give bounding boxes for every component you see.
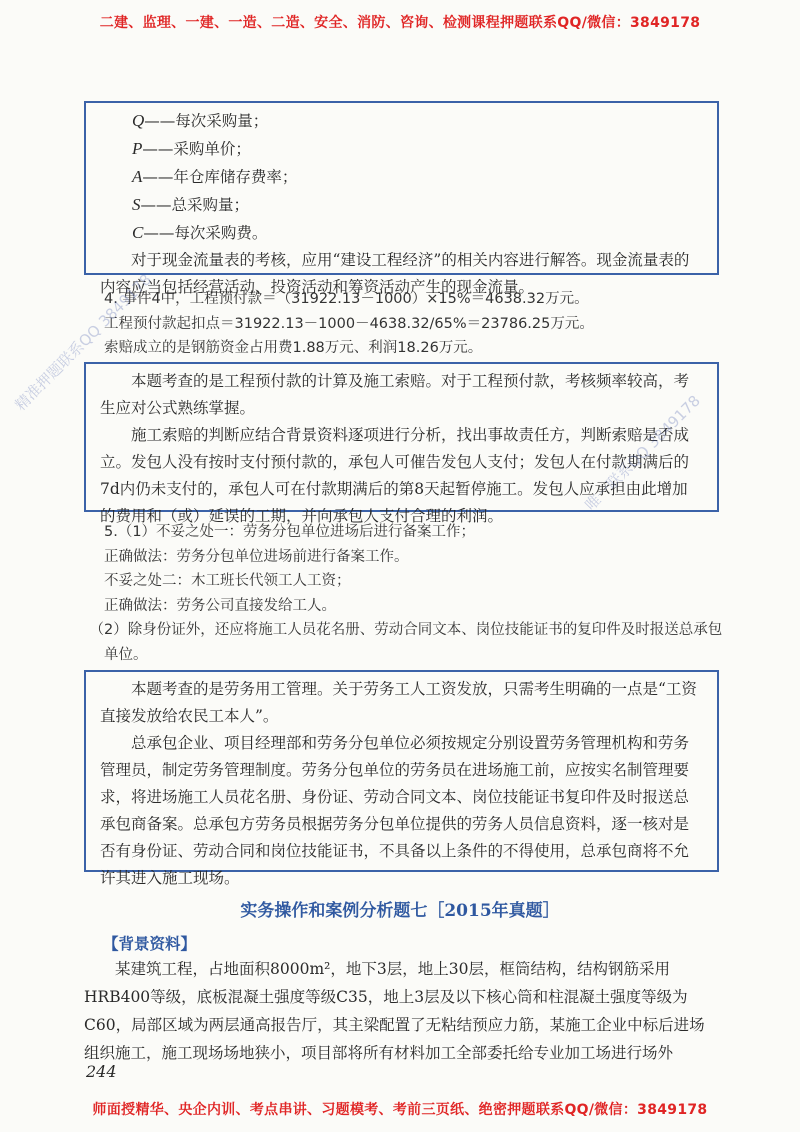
- note-box-labor: [84, 670, 719, 887]
- answer-line: （2）除身份证外，还应将施工人员花名册、劳动合同文本、岗位技能证书的复印件及时报送总承包单位。: [89, 622, 723, 663]
- section-heading: 实务操作和案例分析题七［2015年真题］: [240, 901, 560, 921]
- background-label: 【背景资料】: [103, 935, 197, 953]
- background-text: [84, 955, 720, 1067]
- answer-5: [89, 520, 724, 667]
- answer-line: 5.（1）不妥之处一：劳务分包单位进场后进行备案工作；: [104, 524, 476, 540]
- note-box-advance-payment: [84, 362, 719, 525]
- symbol-line: C——每次采购费。: [132, 223, 268, 242]
- note-paragraph: 施工索赔的判断应结合背景资料逐项进行分析，找出事故责任方，判断索赔是否成立。发包人没有按时支付预付款的，承包人可催告发包人支付；发包人在付款期满后的7d内仍未支付的，承包人可在付款期满后的第8天起暂停施工。发包人应承担由此增加的费用和（或）延误的工期，并向承包人支付合理的利润。: [100, 426, 690, 525]
- watermark-right: 唯一联系QQ 3849178: [581, 391, 704, 515]
- answer-line: 索赔成立的是钢筋资金占用费1.88万元、利润18.26万元。: [104, 340, 483, 356]
- page-number: 244: [86, 1062, 117, 1081]
- answer-4: [104, 287, 724, 361]
- watermark-left: 精准押题联系QQ 3849178: [11, 270, 156, 415]
- symbol-line: P——采购单价；: [132, 139, 251, 158]
- symbol-line: A——年仓库储存费率；: [132, 167, 298, 186]
- top-banner: 二建、监理、一建、一造、二造、安全、消防、咨询、检测课程押题联系QQ/微信：3849178: [99, 15, 701, 31]
- note-paragraph: 本题考查的是劳务用工管理。关于劳务工人工资发放，只需考生明确的一点是“工资直接发放给农民工本人”。: [100, 680, 697, 725]
- background-paragraph: 某建筑工程，占地面积8000m²，地下3层，地上30层，框筒结构，结构钢筋采用HRB400等级，底板混凝土强度等级C35，地上3层及以下核心筒和柱混凝土强度等级为C60，局部区域为两层通高报告厅，其主梁配置了无粘结预应力筋，某施工企业中标后进场组织施工，施工现场场地狭小，项目部将所有材料加工全部委托给专业加工场进行场外: [84, 960, 705, 1062]
- note-box-inventory: [84, 101, 719, 296]
- answer-line: 不妥之处二：木工班长代领工人工资；: [104, 573, 351, 589]
- symbol-line: S——总采购量；: [132, 195, 250, 214]
- bottom-banner: 师面授精华、央企内训、考点串讲、习题模考、考前三页纸、绝密押题联系QQ/微信：3849178: [92, 1102, 708, 1118]
- answer-line: 正确做法：劳务公司直接发给工人。: [104, 597, 336, 614]
- answer-line: 4. 事件4中，工程预付款＝（31922.13－1000）×15%＝4638.32万元。: [104, 291, 589, 307]
- answer-line: 正确做法：劳务分包单位进场前进行备案工作。: [104, 548, 409, 565]
- answer-line: 工程预付款起扣点＝31922.13－1000－4638.32/65%＝23786.25万元。: [104, 315, 594, 332]
- note-paragraph: 总承包企业、项目经理部和劳务分包单位必须按规定分别设置劳务管理机构和劳务管理员，制定劳务管理制度。劳务分包单位的劳务员在进场施工前，应按实名制管理要求，将进场施工人员花名册、身份证、劳动合同文本、岗位技能证书复印件及时报送总承包商备案。总承包方劳务员根据劳务分包单位提供的劳务人员信息资料，逐一核对是否有身份证、劳动合同和岗位技能证书，不具备以上条件的不得使用，总承包商将不允许其进入施工现场。: [100, 734, 690, 887]
- note-paragraph: 对于现金流量表的考核，应用“建设工程经济”的相关内容进行解答。现金流量表的内容应当包括经营活动、投资活动和筹资活动产生的现金流量。: [100, 251, 690, 296]
- symbol-line: Q——每次采购量；: [132, 111, 269, 130]
- note-paragraph: 本题考查的是工程预付款的计算及施工索赔。对于工程预付款，考核频率较高，考生应对公式熟练掌握。: [100, 372, 690, 417]
